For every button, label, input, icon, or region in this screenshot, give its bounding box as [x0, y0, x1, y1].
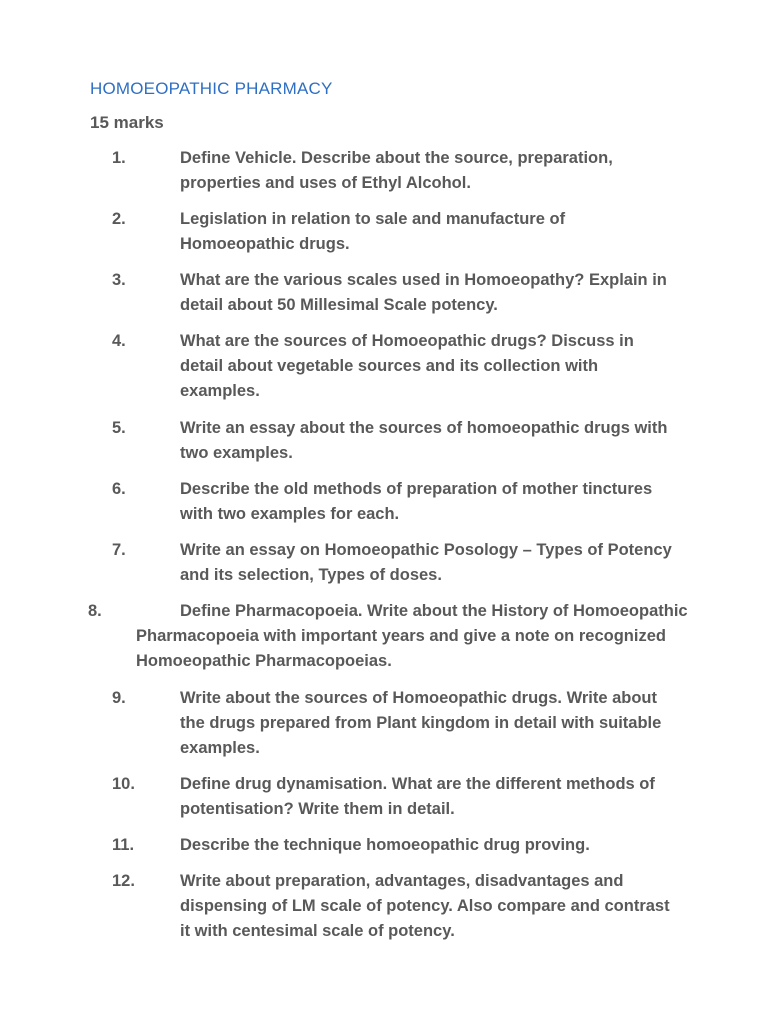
question-number: 1.	[112, 149, 126, 167]
question-text: Write about the sources of Homoeopathic drugs. Write about the drugs prepared from Plant kingdom in detail with suitable examples.	[180, 689, 662, 757]
question-number: 7.	[112, 541, 126, 559]
marks-label: 15 marks	[90, 113, 164, 132]
question-number: 10.	[112, 775, 135, 793]
question-text: What are the various scales used in Homoeopathy? Explain in detail about 50 Millesimal Scale potency.	[180, 271, 667, 314]
question-item	[112, 207, 692, 257]
question-number: 2.	[112, 210, 126, 228]
question-text: Define Pharmacopoeia. Write about the History of Homoeopathic Pharmacopoeia with important years and give a note on recognized Homoeopathic Pharmacopoeias.	[136, 602, 688, 670]
question-item	[112, 329, 692, 404]
question-text: Write an essay about the sources of homoeopathic drugs with two examples.	[180, 419, 668, 462]
question-text: Define Vehicle. Describe about the source, preparation, properties and uses of Ethyl Alcohol.	[180, 149, 613, 192]
document-title: HOMOEOPATHIC PHARMACY	[90, 79, 333, 98]
question-number: 5.	[112, 419, 126, 437]
question-number: 8.	[88, 602, 102, 620]
question-item	[112, 416, 692, 466]
question-item	[112, 477, 692, 527]
question-number: 11.	[112, 836, 135, 854]
question-item	[112, 869, 692, 944]
question-item	[112, 146, 692, 196]
question-number: 3.	[112, 271, 126, 289]
question-text: Legislation in relation to sale and manufacture of Homoeopathic drugs.	[180, 210, 566, 253]
question-text: What are the sources of Homoeopathic drugs? Discuss in detail about vegetable sources and its collection with examples.	[180, 332, 634, 400]
question-number: 6.	[112, 480, 126, 498]
question-item	[112, 686, 692, 761]
question-item	[112, 268, 692, 318]
question-text: Write an essay on Homoeopathic Posology – Types of Potency and its selection, Types of doses.	[180, 541, 672, 584]
question-item	[112, 538, 692, 588]
question-number: 9.	[112, 689, 126, 707]
question-item	[112, 833, 692, 858]
question-item	[112, 772, 692, 822]
question-text: Define drug dynamisation. What are the different methods of potentisation? Write them in detail.	[180, 775, 655, 818]
question-text: Describe the old methods of preparation of mother tinctures with two examples for each.	[180, 480, 653, 523]
question-number: 4.	[112, 332, 126, 350]
question-text: Describe the technique homoeopathic drug proving.	[180, 836, 590, 854]
question-item	[88, 599, 696, 674]
question-number: 12.	[112, 872, 135, 890]
question-text: Write about preparation, advantages, disadvantages and dispensing of LM scale of potency. Also compare and contrast it with centesimal scale of potency.	[180, 872, 670, 940]
